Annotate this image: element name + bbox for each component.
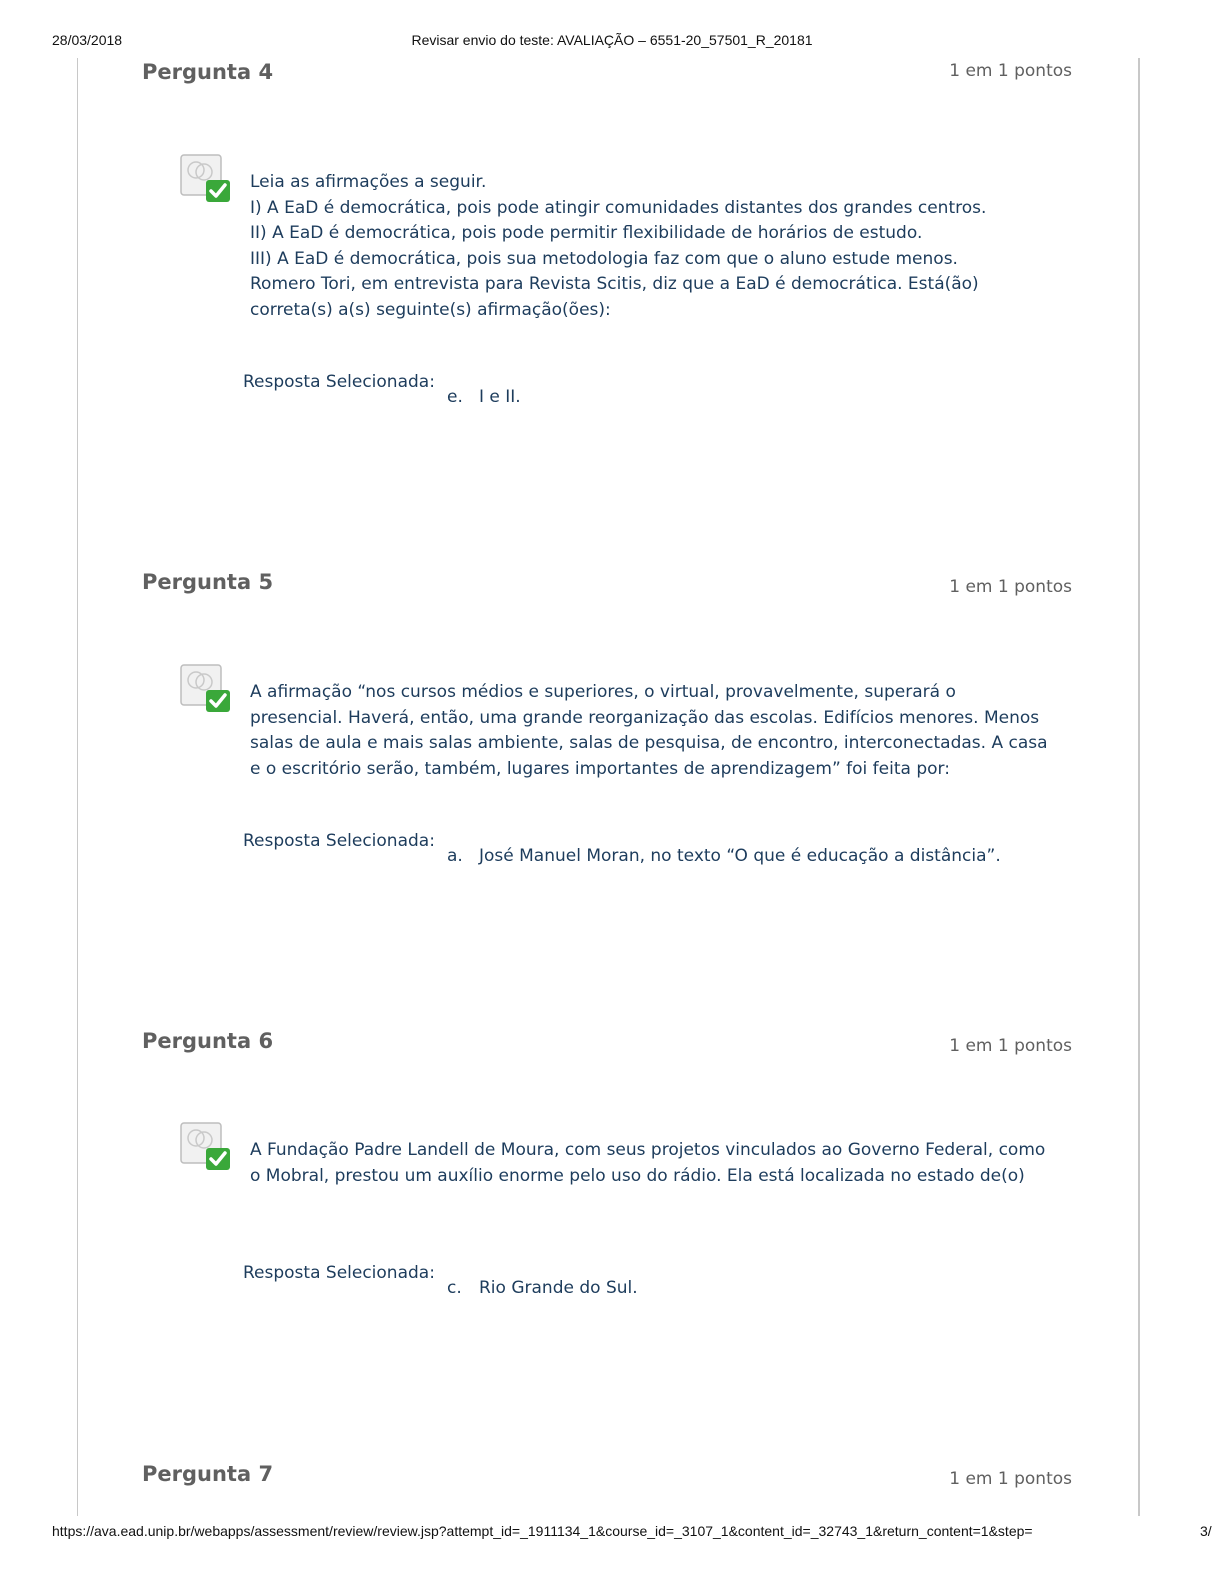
correct-answer-icon (180, 154, 232, 206)
question-points: 1 em 1 pontos (949, 1469, 1072, 1489)
question-line: I) A EaD é democrática, pois pode atingir comunidades distantes dos grandes centros. (250, 197, 987, 218)
question-text (250, 170, 1050, 323)
question-title: Pergunta 5 (142, 570, 274, 594)
answer-letter: e. (447, 387, 463, 407)
print-title: Revisar envio do teste: AVALIAÇÃO – 6551-20_57501_R_20181 (411, 32, 813, 48)
question-text (250, 1138, 1050, 1189)
question-line: Leia as afirmações a seguir. (250, 172, 487, 192)
correct-answer-icon (180, 664, 232, 716)
answer-letter: c. (447, 1278, 462, 1298)
selected-answer (447, 387, 521, 407)
answer-text: José Manuel Moran, no texto “O que é educação a distância”. (479, 846, 1001, 866)
question-line: Romero Tori, em entrevista para Revista Scitis, diz que a EaD é democrática. Está(ão) correta(s) a(s) seguinte(s) afirmação(ões): (250, 274, 979, 320)
question-title: Pergunta 4 (142, 60, 274, 84)
content-frame-left-border (77, 58, 78, 1516)
question-points: 1 em 1 pontos (949, 1036, 1072, 1056)
selected-answer-label: Resposta Selecionada: (243, 1263, 435, 1283)
print-page-number: 3/ (1200, 1523, 1212, 1539)
question-points: 1 em 1 pontos (949, 577, 1072, 597)
question-text (250, 680, 1050, 782)
selected-answer (447, 846, 1001, 866)
selected-answer-label: Resposta Selecionada: (243, 372, 435, 392)
selected-answer (447, 1278, 638, 1298)
question-line: II) A EaD é democrática, pois pode permitir flexibilidade de horários de estudo. (250, 223, 923, 243)
print-url: https://ava.ead.unip.br/webapps/assessment/review/review.jsp?attempt_id=_1911134_1&course_id=_3107_1&content_id=_32743_1&return_content=1&step= (52, 1523, 1033, 1539)
print-header (0, 32, 1224, 52)
question-points: 1 em 1 pontos (949, 61, 1072, 81)
print-date: 28/03/2018 (52, 32, 123, 48)
content-frame-right-border (1138, 58, 1140, 1516)
answer-letter: a. (447, 846, 463, 866)
question-line: A Fundação Padre Landell de Moura, com seus projetos vinculados ao Governo Federal, como o Mobral, prestou um auxílio enorme pelo uso do rádio. Ela está localizada no estado de(o) (250, 1140, 1046, 1186)
question-line: III) A EaD é democrática, pois sua metodologia faz com que o aluno estude menos. (250, 248, 958, 269)
answer-text: Rio Grande do Sul. (479, 1278, 638, 1298)
selected-answer-label: Resposta Selecionada: (243, 831, 435, 851)
question-title: Pergunta 6 (142, 1029, 274, 1053)
print-footer (0, 1523, 1224, 1543)
correct-answer-icon (180, 1122, 232, 1174)
question-title: Pergunta 7 (142, 1462, 274, 1486)
question-line: A afirmação “nos cursos médios e superiores, o virtual, provavelmente, superará o presencial. Haverá, então, uma grande reorganização das escolas. Edifícios menores. Menos salas de aula e mais salas ambiente, salas de pesquisa, de encontro, interconectadas. A casa e o escritório serão, também, lugares importantes de aprendizagem” foi feita por: (250, 682, 1048, 779)
answer-text: I e II. (479, 387, 521, 407)
